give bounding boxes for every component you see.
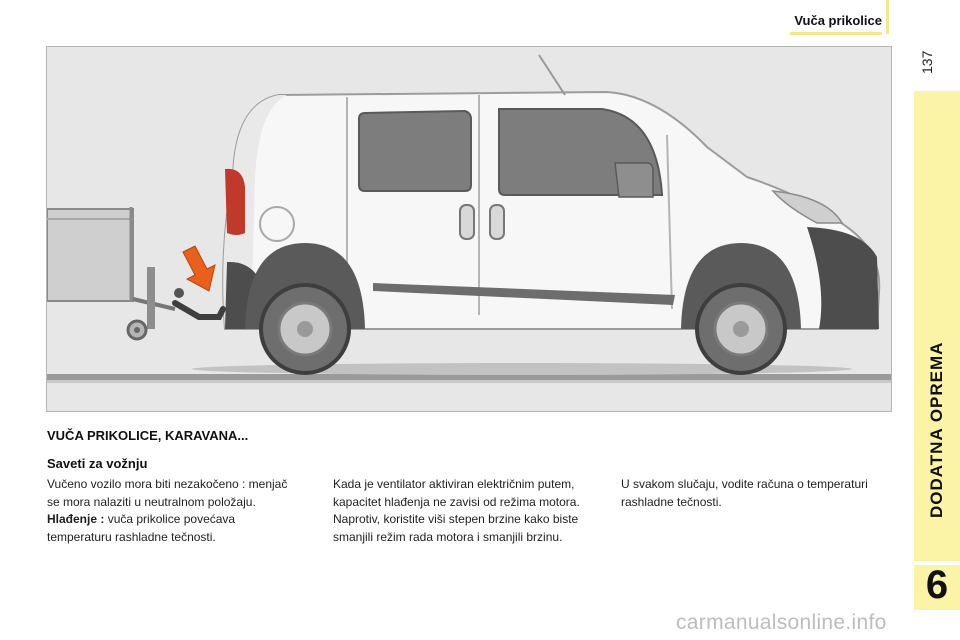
text-column-1	[47, 476, 292, 546]
paragraph: Kada je ventilator aktiviran električnim putem, kapacitet hlađenja ne zavisi od režima motora.	[333, 477, 580, 509]
section-title: VUČA PRIKOLICE, KARAVANA...	[47, 428, 249, 443]
trailer-icon	[47, 207, 175, 339]
chapter-number: 6	[925, 562, 949, 607]
paragraph: Vučeno vozilo mora biti nezakočeno : menjač se mora nalaziti u neutralnom položaju.	[47, 477, 288, 509]
watermark: carmanualsonline.info	[676, 611, 887, 634]
paragraph	[47, 511, 292, 546]
paragraph: Naprotiv, koristite viši stepen brzine kako biste smanjili režim rada motora i smanjili brzinu.	[333, 512, 579, 544]
paragraph: U svakom slučaju, vodite računa o temperaturi rashladne tečnosti.	[621, 477, 868, 509]
cooling-label: Hlađenje :	[47, 512, 105, 526]
header-tick	[886, 0, 889, 34]
header-rule	[790, 32, 882, 35]
arrow-down-icon	[183, 246, 215, 291]
side-tab-label: DODATNA OPREMA	[927, 341, 946, 519]
tow-hitch-icon	[174, 288, 223, 317]
text-column-2	[333, 476, 593, 546]
page-number: 137	[919, 50, 935, 74]
van-icon	[192, 55, 879, 375]
cooling-text: vuča prikolice povećava temperaturu rashladne tečnosti.	[47, 512, 236, 544]
text-column-3	[621, 476, 881, 511]
running-title: Vuča prikolice	[794, 13, 882, 28]
subsection-title: Saveti za vožnju	[47, 456, 148, 471]
van-illustration	[46, 46, 892, 412]
